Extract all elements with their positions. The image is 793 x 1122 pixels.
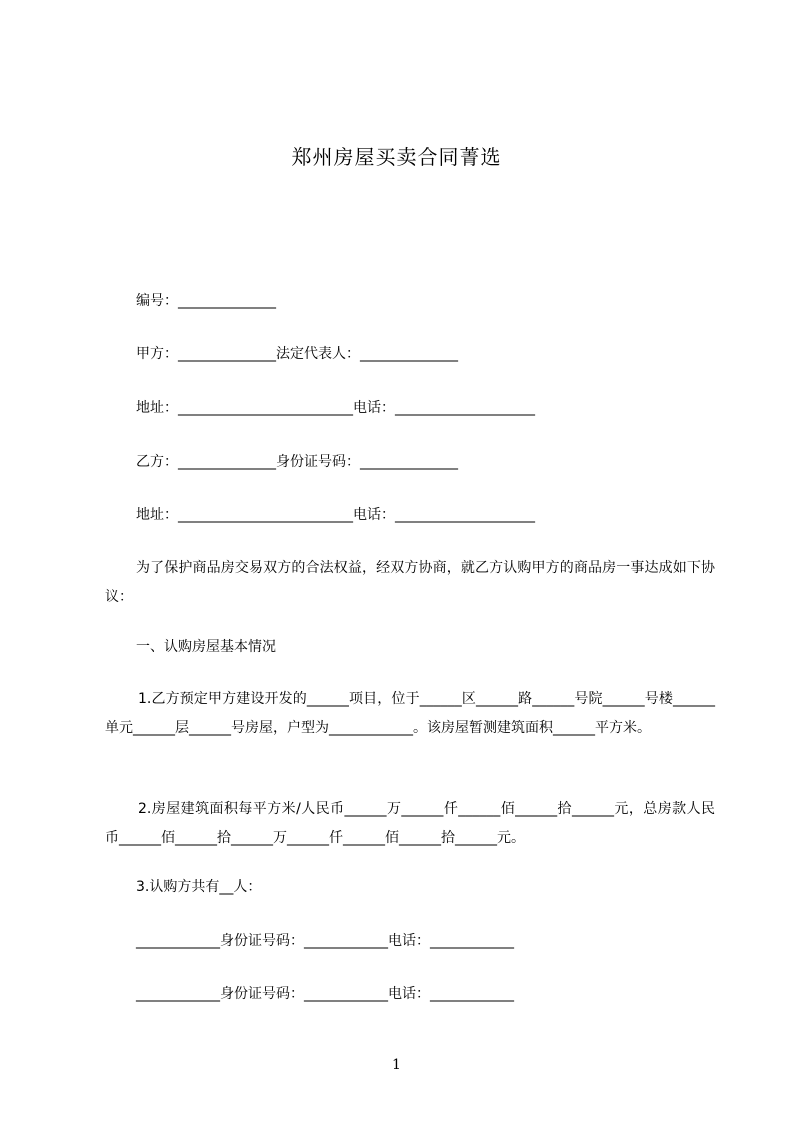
section-1-item-2: 2.房屋建筑面积每平方米/人民币______万______仟______佰______拾______元，总房款人民币______佰______拾______万______仟______佰______拾______元。 — [105, 801, 715, 846]
party-b-field: 乙方：______________身份证号码：______________ — [136, 454, 458, 470]
section-1-item-1: 1.乙方预定甲方建设开发的______项目，位于______区______路______号院______号楼______单元______层______号房屋，户型为____________。该房屋暂测建筑面积______平方米。 — [105, 691, 715, 736]
party-a-address-field: 地址：_________________________电话：____________________ — [136, 400, 535, 416]
section-1-heading: 一、认购房屋基本情况 — [136, 639, 276, 655]
document-title: 郑州房屋买卖合同菁选 — [291, 145, 502, 169]
contract-number-field: 编号：______________ — [136, 293, 276, 309]
section-1-item-3: 3.认购方共有__人： — [136, 879, 262, 895]
page-number: 1 — [392, 1057, 401, 1073]
buyer-line-1: ____________身份证号码：____________电话：____________ — [136, 933, 514, 949]
buyer-line-2: ____________身份证号码：____________电话：____________ — [136, 986, 514, 1002]
party-b-address-field: 地址：_________________________电话：____________________ — [136, 507, 535, 523]
intro-paragraph: 为了保护商品房交易双方的合法权益，经双方协商，就乙方认购甲方的商品房一事达成如下协议： — [105, 560, 715, 605]
party-a-field: 甲方：______________法定代表人：______________ — [136, 346, 458, 362]
